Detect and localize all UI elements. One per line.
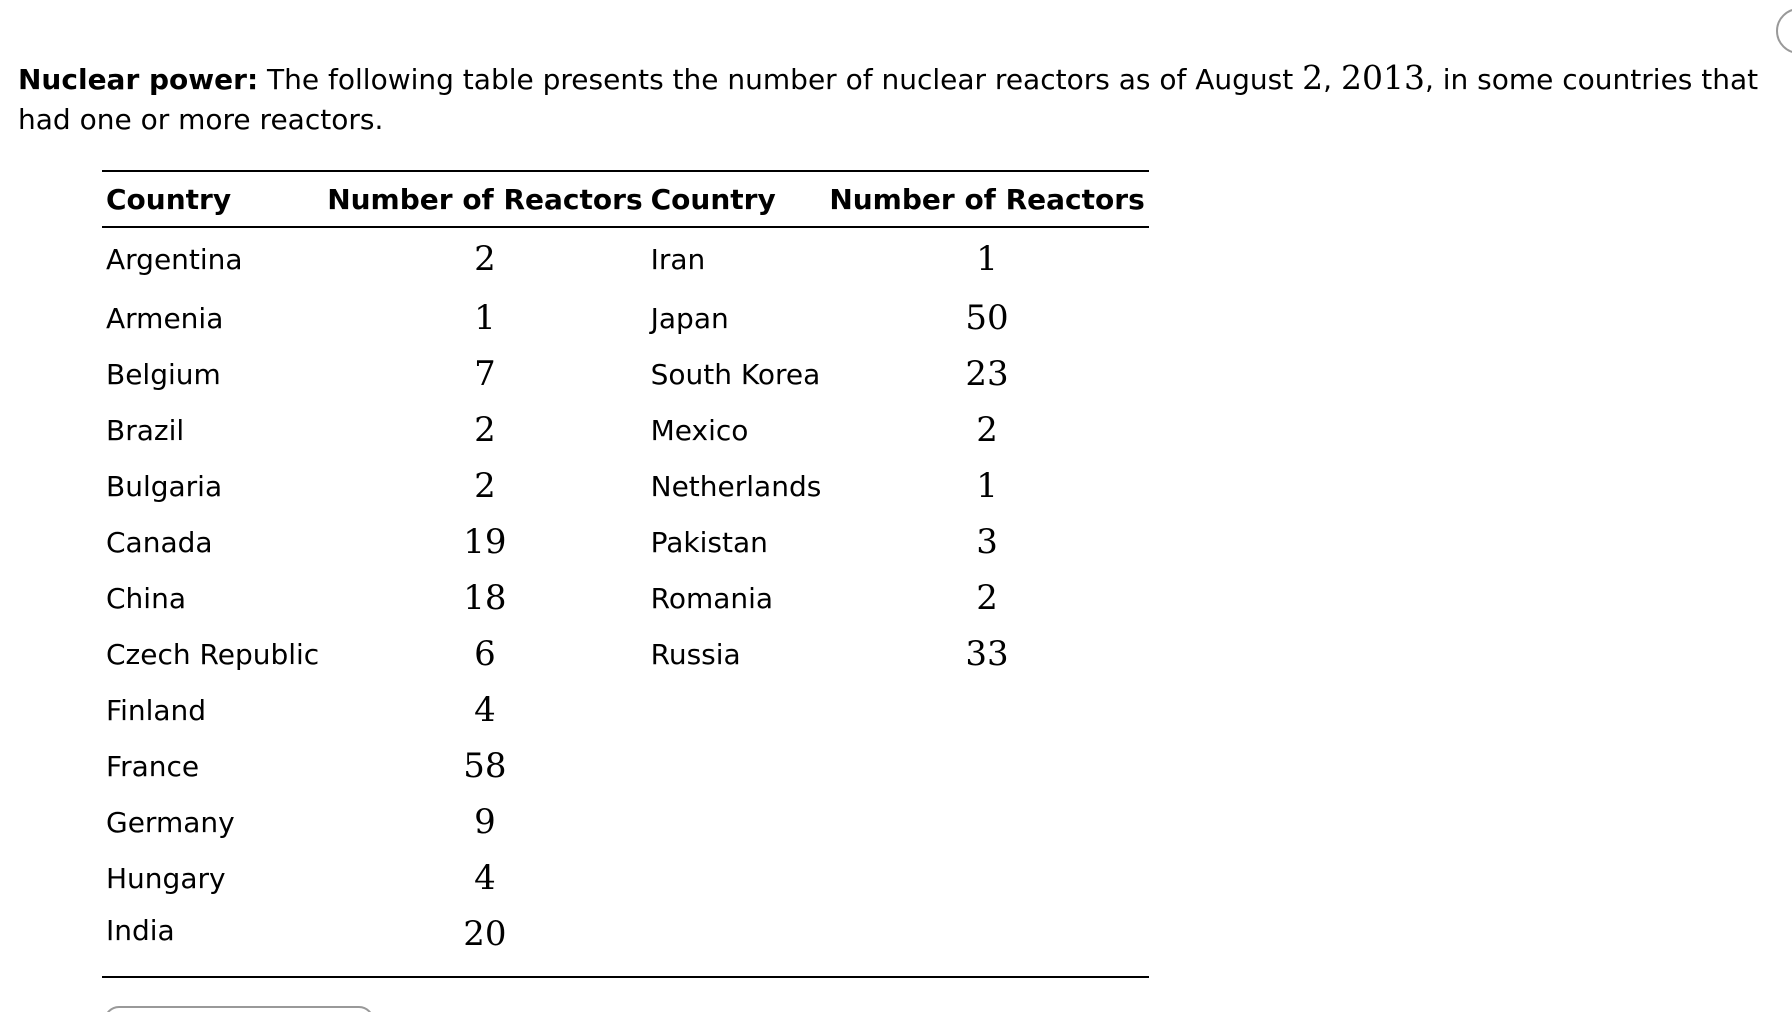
table-header-row bbox=[102, 171, 1149, 227]
table-row bbox=[102, 906, 1149, 977]
empty-cell bbox=[647, 682, 826, 738]
table-row bbox=[102, 570, 1149, 626]
table-row bbox=[102, 794, 1149, 850]
header-country-left: Country bbox=[102, 171, 323, 227]
empty-cell bbox=[825, 850, 1148, 906]
reactors-cell: 4 bbox=[474, 858, 496, 898]
reactors-cell: 1 bbox=[474, 298, 496, 338]
table-row bbox=[102, 738, 1149, 794]
reactors-cell: 7 bbox=[474, 354, 496, 394]
reactors-cell: 18 bbox=[463, 578, 507, 618]
empty-cell bbox=[825, 738, 1148, 794]
table-row bbox=[102, 682, 1149, 738]
country-cell: China bbox=[106, 581, 186, 615]
statement-text-2: , in some countries that had one or more reactors. bbox=[18, 63, 1759, 136]
empty-cell bbox=[825, 682, 1148, 738]
country-cell: Romania bbox=[650, 581, 774, 615]
country-cell: Netherlands bbox=[650, 469, 822, 503]
statement-date-day: 2 bbox=[1302, 58, 1324, 97]
reactors-cell: 1 bbox=[976, 239, 998, 279]
country-cell: Armenia bbox=[106, 301, 224, 335]
country-cell: Finland bbox=[106, 693, 207, 727]
empty-cell bbox=[647, 850, 826, 906]
reactors-cell: 2 bbox=[474, 239, 496, 279]
country-cell: Russia bbox=[650, 637, 741, 671]
reactors-cell: 20 bbox=[463, 914, 507, 954]
reactors-cell: 58 bbox=[463, 746, 507, 786]
country-cell: Iran bbox=[650, 242, 706, 276]
reactors-cell: 9 bbox=[474, 802, 496, 842]
reactors-cell: 33 bbox=[965, 634, 1009, 674]
table-row bbox=[102, 227, 1149, 290]
country-cell: Hungary bbox=[106, 861, 226, 895]
empty-cell bbox=[825, 794, 1148, 850]
table-row bbox=[102, 850, 1149, 906]
empty-cell bbox=[825, 906, 1148, 977]
reactors-cell: 19 bbox=[463, 522, 507, 562]
bottom-action-button[interactable] bbox=[104, 1006, 374, 1012]
empty-cell bbox=[647, 738, 826, 794]
country-cell: France bbox=[106, 749, 200, 783]
corner-circle-button[interactable] bbox=[1776, 8, 1792, 54]
table-row bbox=[102, 514, 1149, 570]
country-cell: Germany bbox=[106, 805, 235, 839]
header-reactors-left: Number of Reactors bbox=[323, 171, 646, 227]
reactors-cell: 2 bbox=[474, 410, 496, 450]
empty-cell bbox=[647, 794, 826, 850]
header-country-right: Country bbox=[647, 171, 826, 227]
reactors-cell: 3 bbox=[976, 522, 998, 562]
country-cell: Canada bbox=[106, 525, 213, 559]
table-row bbox=[102, 402, 1149, 458]
statement-lead: Nuclear power: bbox=[18, 63, 259, 96]
country-cell: Bulgaria bbox=[106, 469, 223, 503]
table-row bbox=[102, 346, 1149, 402]
reactors-cell: 4 bbox=[474, 690, 496, 730]
reactors-cell: 2 bbox=[474, 466, 496, 506]
reactors-cell: 50 bbox=[965, 298, 1009, 338]
problem-statement bbox=[18, 58, 1778, 140]
reactors-cell: 23 bbox=[965, 354, 1009, 394]
country-cell: Belgium bbox=[106, 357, 221, 391]
reactors-cell: 2 bbox=[976, 410, 998, 450]
table-row bbox=[102, 626, 1149, 682]
statement-date-year: 2013 bbox=[1340, 58, 1425, 97]
reactors-cell: 1 bbox=[976, 466, 998, 506]
statement-text-1: The following table presents the number of nuclear reactors as of August bbox=[258, 63, 1303, 96]
country-cell: India bbox=[106, 914, 175, 947]
reactors-cell: 2 bbox=[976, 578, 998, 618]
reactors-cell: 6 bbox=[474, 634, 496, 674]
country-cell: South Korea bbox=[650, 357, 821, 391]
country-cell: Czech Republic bbox=[106, 637, 320, 671]
reactors-table bbox=[102, 170, 1149, 978]
table-row bbox=[102, 290, 1149, 346]
header-reactors-right: Number of Reactors bbox=[825, 171, 1148, 227]
country-cell: Mexico bbox=[650, 413, 749, 447]
country-cell: Pakistan bbox=[650, 525, 768, 559]
country-cell: Japan bbox=[650, 301, 729, 335]
country-cell: Argentina bbox=[106, 242, 243, 276]
table-row bbox=[102, 458, 1149, 514]
statement-date-sep: , bbox=[1323, 63, 1341, 96]
empty-cell bbox=[647, 906, 826, 977]
country-cell: Brazil bbox=[106, 413, 185, 447]
